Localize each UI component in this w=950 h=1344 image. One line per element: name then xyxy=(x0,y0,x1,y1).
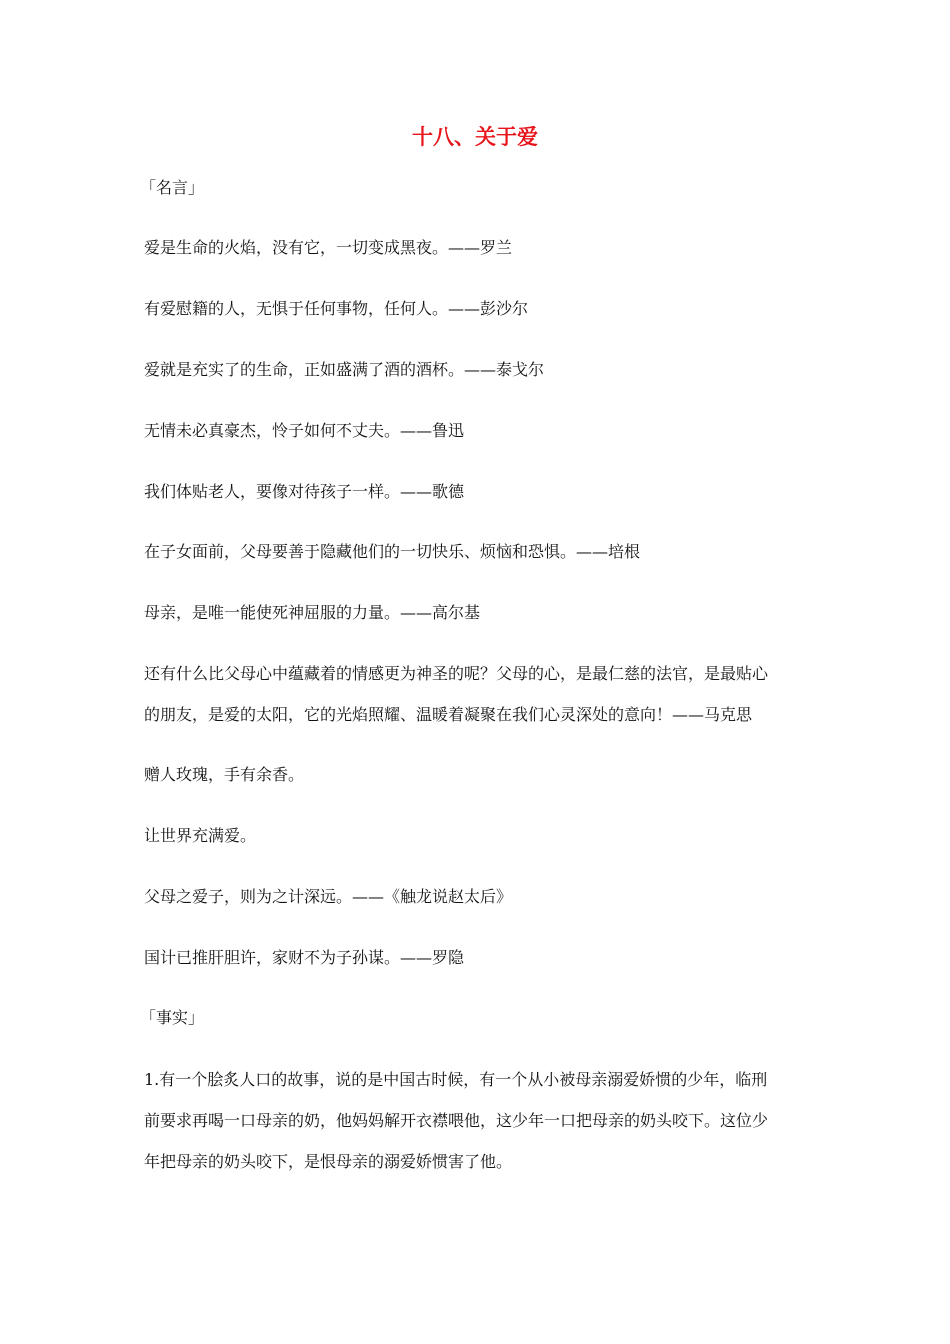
quote-line: 在子女面前，父母要善于隐藏他们的一切快乐、烦恼和恐惧。——培根 xyxy=(144,542,641,561)
quote-line: 有爱慰籍的人，无惧于任何事物，任何人。——彭沙尔 xyxy=(144,299,529,318)
quote-line: 父母之爱子，则为之计深远。——《触龙说赵太后》 xyxy=(144,887,513,906)
quote-line: 我们体贴老人，要像对待孩子一样。——歌德 xyxy=(144,482,465,501)
fact-line: 前要求再喝一口母亲的奶，他妈妈解开衣襟喂他，这少年一口把母亲的奶头咬下。这位少 xyxy=(144,1111,769,1130)
quote-line: 让世界充满爱。 xyxy=(144,826,257,845)
section-label-quotes: 「名言」 xyxy=(140,178,205,197)
quote-line: 爱就是充实了的生命，正如盛满了酒的酒杯。——泰戈尔 xyxy=(144,360,545,379)
quote-line: 还有什么比父母心中蕴藏着的情感更为神圣的呢？父母的心，是最仁慈的法官，是最贴心 xyxy=(144,664,769,683)
quote-line: 国计已推肝胆许，家财不为子孙谋。——罗隐 xyxy=(144,948,465,967)
fact-line: 1.有一个脍炙人口的故事，说的是中国古时候，有一个从小被母亲溺爱娇惯的少年，临刑 xyxy=(144,1070,768,1089)
fact-line: 年把母亲的奶头咬下，是恨母亲的溺爱娇惯害了他。 xyxy=(144,1152,513,1171)
section-label-facts: 「事实」 xyxy=(140,1008,205,1027)
quote-line: 爱是生命的火焰，没有它，一切变成黑夜。——罗兰 xyxy=(144,238,513,257)
quote-line: 的朋友，是爱的太阳，它的光焰照耀、温暖着凝聚在我们心灵深处的意向！——马克思 xyxy=(144,705,753,724)
quote-line: 母亲，是唯一能使死神屈服的力量。——高尔基 xyxy=(144,603,481,622)
quote-line: 无情未必真豪杰，怜子如何不丈夫。——鲁迅 xyxy=(144,421,465,440)
page-title: 十八、关于爱 xyxy=(412,125,538,149)
quote-line: 赠人玫瑰，手有余香。 xyxy=(144,765,305,784)
